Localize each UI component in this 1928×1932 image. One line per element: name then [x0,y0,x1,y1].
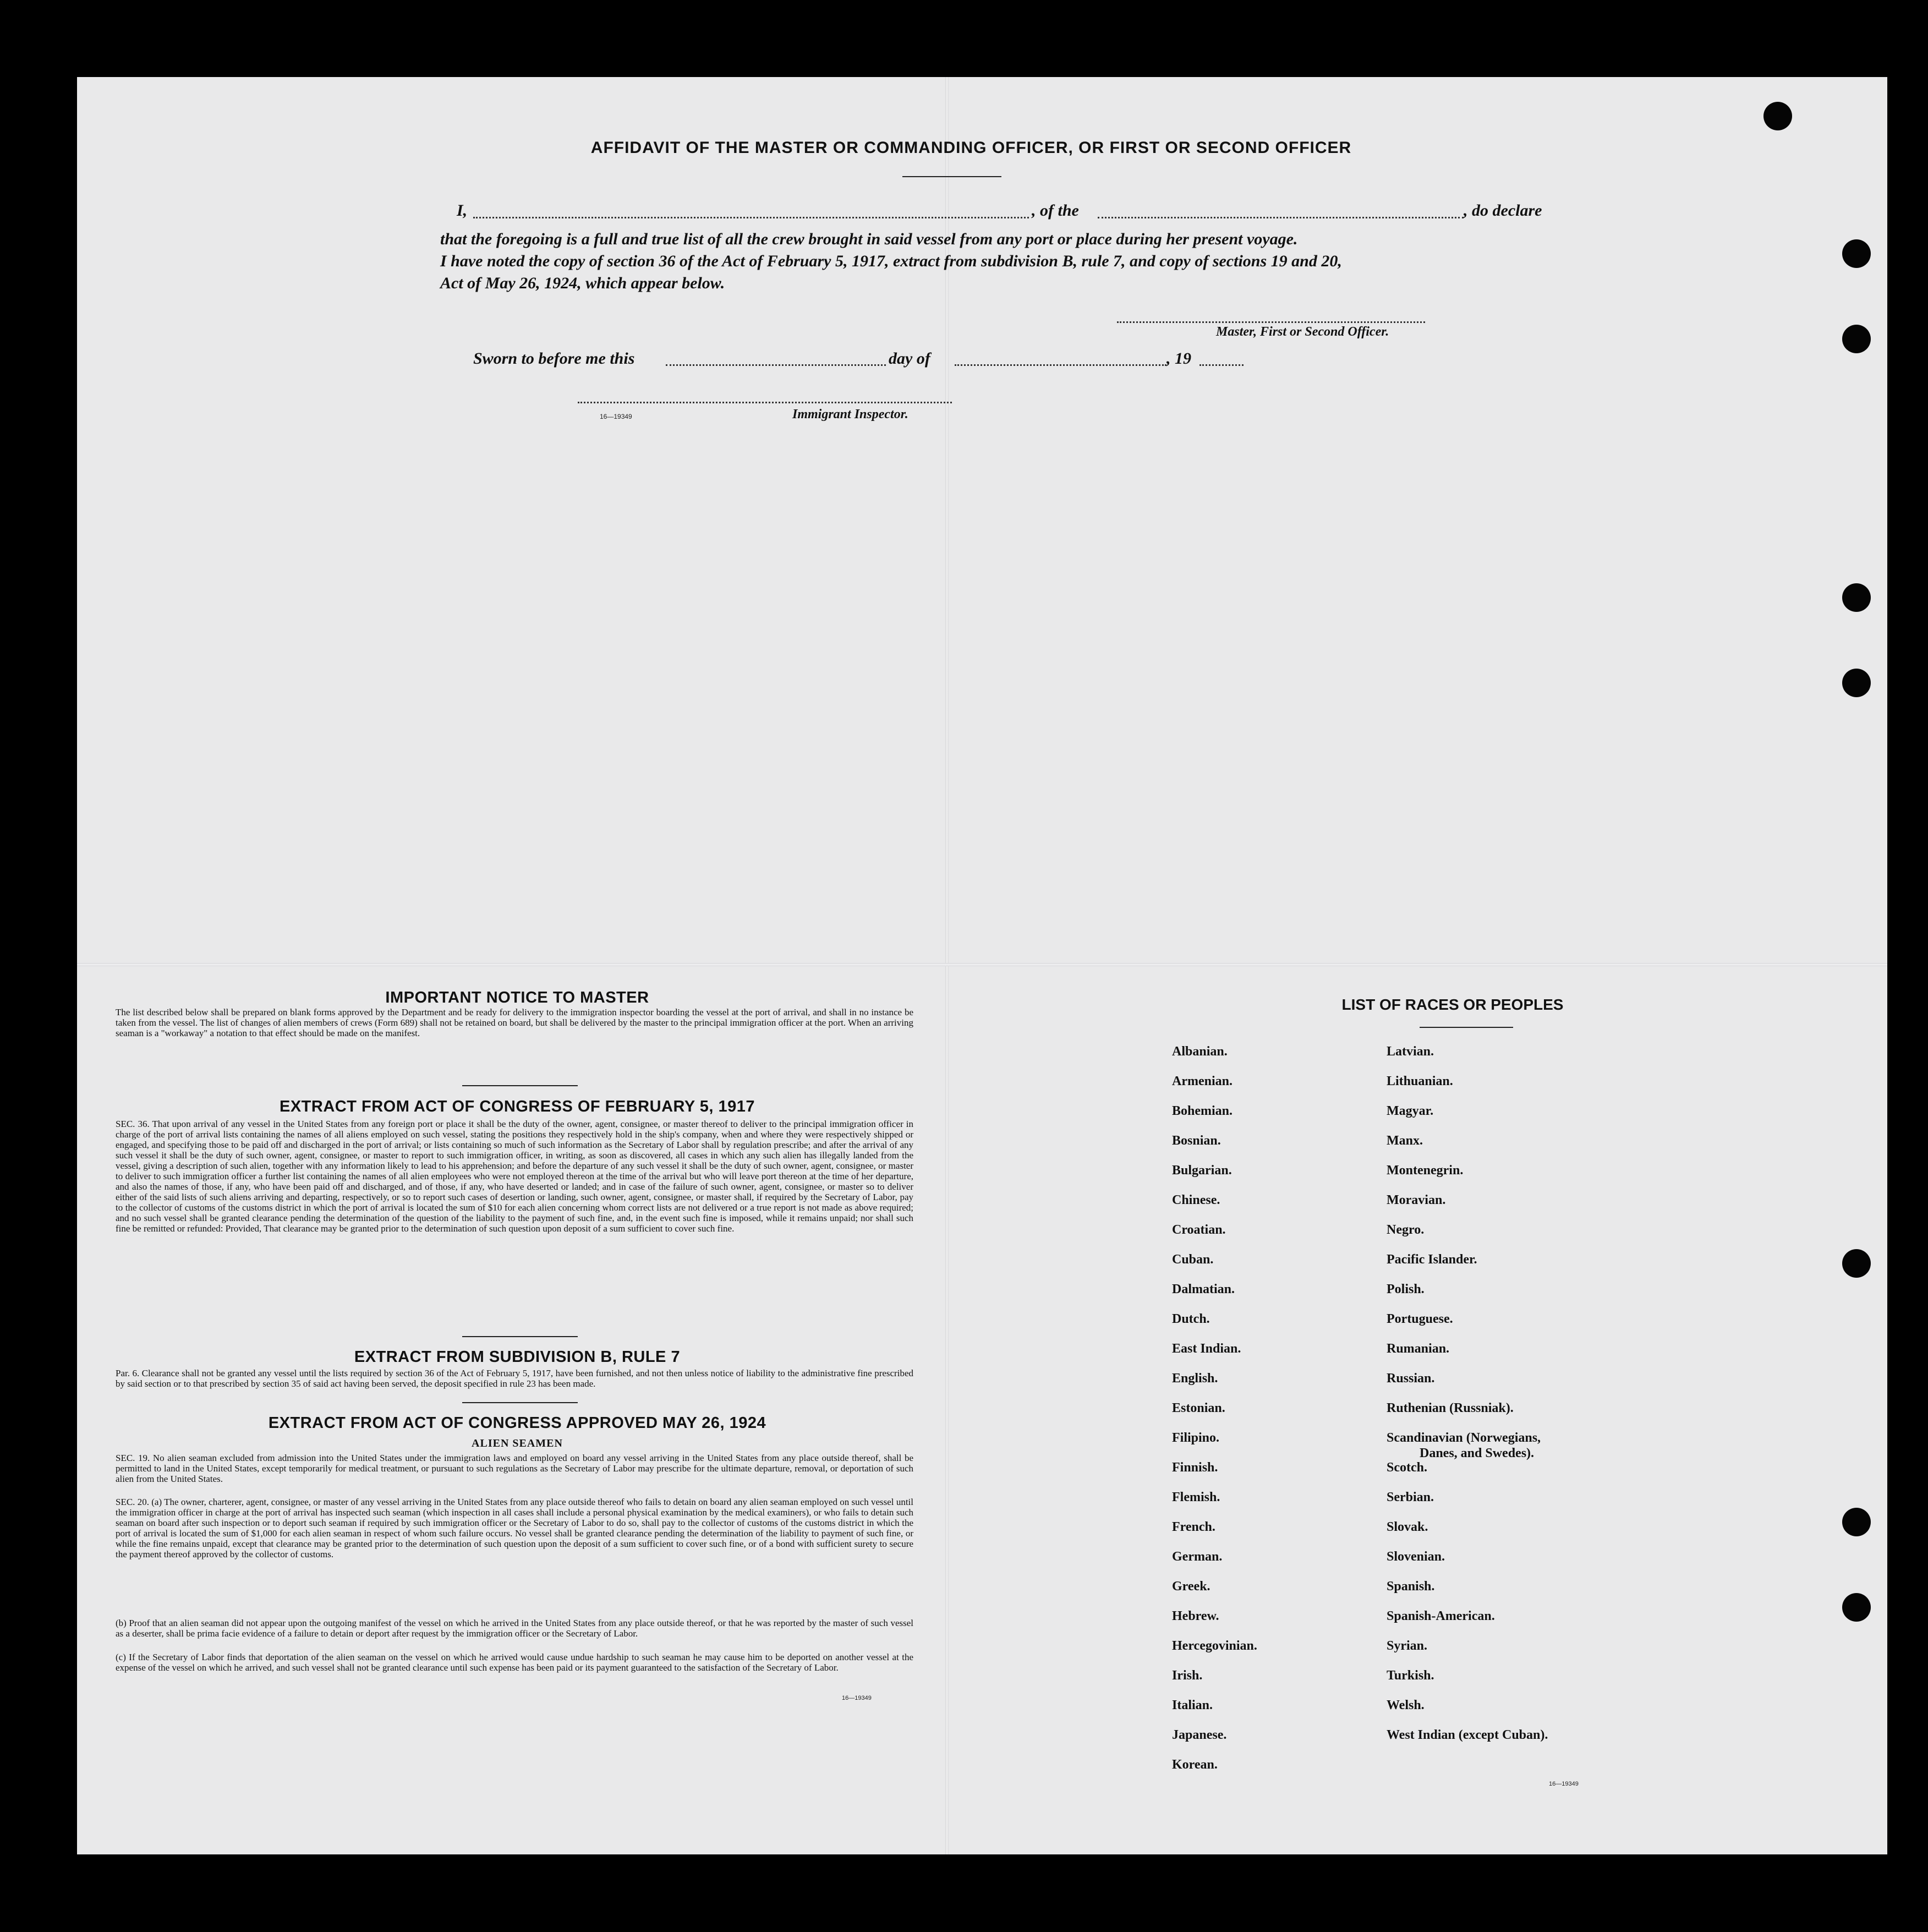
race-item: Dalmatian. [1172,1282,1235,1296]
race-item: Bulgarian. [1172,1163,1232,1178]
races-form-number: 16—19349 [1549,1781,1579,1787]
sworn-year-blank [1199,364,1244,366]
section-rule [462,1402,578,1403]
name-blank [473,217,1029,218]
race-item: Italian. [1172,1698,1213,1712]
race-item: Slovenian. [1387,1550,1445,1564]
extract-1917-title: EXTRACT FROM ACT OF CONGRESS OF FEBRUARY 5, 1917 [279,1098,755,1115]
sec-19-body: SEC. 19. No alien seaman excluded from admission into the United States under the immigration laws and employed on board any vessel arriving in the United States from any place outside thereof, shall be permitted to land in the United States, except temporarily for medical treatment, or pursuant to such regulations as the Secretary of Labor may prescribe for the ultimate departure, removal, or deportation of such alien from the United States. [116,1453,913,1484]
punch-hole [1842,583,1871,612]
punch-hole [1842,669,1871,697]
affidavit-line-4: Act of May 26, 1924, which appear below. [440,274,725,292]
title-rule [902,176,1001,177]
sec-20a-body: SEC. 20. (a) The owner, charterer, agent, consignee, or master of any vessel arriving in the United States from any place outside thereof who fails to detain on board any alien seaman employed on such vessel until the immigration officer in charge at the port of arrival has inspected such seaman (which inspection in all cases shall include a personal physical examination by the medical examiners), or who fails to detain such seaman on board after such inspection or to deport such seaman if required by such immigration officer or the Secretary of Labor to do so, shall pay to the collector of customs of the customs district in which the port of arrival is located the sum of $1,000 for each alien seaman in respect of whom such failure occurs. No vessel shall be granted clearance pending the determination of the liability to payment of such fine, or while the fine remains unpaid, except that clearance may be granted prior to the determination of such question upon the deposit of a sum sufficient to cover such fine, or of a bond with sufficient surety to secure the payment thereof approved by the collector of customs. [116,1497,913,1559]
sworn-month-blank [955,364,1166,366]
section-rule [462,1085,578,1086]
race-item: Welsh. [1387,1698,1425,1712]
affidavit-line-2: that the foregoing is a full and true list of all the crew brought in said vessel from any port or place during her present voyage. [440,230,1298,248]
race-item: Bosnian. [1172,1134,1221,1148]
vessel-blank [1098,217,1464,218]
race-item: West Indian (except Cuban). [1387,1728,1548,1742]
race-item: Portuguese. [1387,1312,1453,1326]
extract-1924-title: EXTRACT FROM ACT OF CONGRESS APPROVED MAY 26, 1924 [268,1414,766,1432]
signer-label: Master, First or Second Officer. [1216,325,1389,339]
race-item: French. [1172,1520,1215,1534]
race-item: Albanian. [1172,1044,1228,1059]
race-item: Moravian. [1387,1193,1446,1207]
race-item: Armenian. [1172,1074,1233,1088]
race-item: Magyar. [1387,1104,1434,1118]
section-rule [462,1336,578,1337]
race-item: Finnish. [1172,1460,1218,1475]
race-item: Greek. [1172,1579,1211,1594]
race-item: Montenegrin. [1387,1163,1464,1178]
notice-body: The list described below shall be prepared on blank forms approved by the Department and be ready for delivery to the immigration inspector boarding the vessel at the port of arrival, and shall in no instance be taken from the vessel. The list of changes of alien members of crews (Form 689) shall not be retained on board, but shall be delivered by the master to the principal immigration officer at the port. When an arriving seaman is a "workaway" a notation to that effect should be made on the manifest. [116,1007,913,1038]
race-item: East Indian. [1172,1342,1241,1356]
extract-rule7-title: EXTRACT FROM SUBDIVISION B, RULE 7 [354,1348,681,1366]
race-item: Rumanian. [1387,1342,1450,1356]
race-item: Danes, and Swedes). [1420,1446,1535,1460]
race-item: Negro. [1387,1223,1425,1237]
signature-blank [1117,321,1425,323]
race-item: Hercegovinian. [1172,1639,1257,1653]
affidavit-line-3: I have noted the copy of section 36 of the Act of February 5, 1917, extract from subdivision B, rule 7, and copy of sections 19 and 20, [440,252,1342,270]
race-item: Japanese. [1172,1728,1227,1742]
affidavit-of-the: , of the [1032,201,1079,220]
race-item: Lithuanian. [1387,1074,1453,1088]
race-item: Croatian. [1172,1223,1226,1237]
sworn-prefix: Sworn to before me this [473,349,635,368]
extract-rule7-body: Par. 6. Clearance shall not be granted any vessel until the lists required by section 36 of the Act of February 5, 1917, have been furnished, and not then unless notice of liability to the administrative fine prescribed by said section or to that prescribed by section 35 of said act having been served, the deposit specified in rule 23 has been made. [116,1368,913,1389]
race-item: Chinese. [1172,1193,1220,1207]
affidavit-form-number: 16—19349 [600,413,632,420]
punch-hole [1842,325,1871,353]
races-title-rule [1420,1027,1513,1028]
sec-20c-body: (c) If the Secretary of Labor finds that deportation of the alien seaman on the vessel on which he arrived would cause undue hardship to such seaman he may cause him to be deported on another vessel at the expense of the vessel on which he arrived, and such vessel shall not be granted clearance until such expense has been paid or its payment guaranteed to the satisfaction of the Secretary of Labor. [116,1652,913,1673]
affidavit-i: I, [457,201,468,220]
inspector-signature-blank [578,402,952,403]
extract-form-number: 16—19349 [842,1695,872,1701]
race-item: Syrian. [1387,1639,1428,1653]
race-item: Slovak. [1387,1520,1428,1534]
race-item: Hebrew. [1172,1609,1219,1623]
race-item: Dutch. [1172,1312,1210,1326]
race-item: Irish. [1172,1668,1203,1683]
race-item: Serbian. [1387,1490,1434,1504]
race-item: Korean. [1172,1758,1218,1772]
race-item: Estonian. [1172,1401,1225,1415]
punch-hole [1842,239,1871,268]
race-item: Ruthenian (Russniak). [1387,1401,1514,1415]
notice-title: IMPORTANT NOTICE TO MASTER [385,989,649,1006]
punch-hole [1842,1249,1871,1278]
race-item: Flemish. [1172,1490,1220,1504]
sworn-year: , 19 [1166,349,1191,368]
race-item: Scotch. [1387,1460,1427,1475]
sworn-day-of: day of [889,349,930,368]
horizontal-fold-line [77,963,1887,966]
race-item: Bohemian. [1172,1104,1233,1118]
alien-seamen-subtitle: ALIEN SEAMEN [472,1437,563,1449]
races-title: LIST OF RACES OR PEOPLES [1341,996,1564,1013]
inspector-label: Immigrant Inspector. [792,407,908,422]
race-item: Pacific Islander. [1387,1252,1477,1267]
race-item: Manx. [1387,1134,1423,1148]
sworn-day-blank [666,364,886,366]
race-item: German. [1172,1550,1223,1564]
race-item: Filipino. [1172,1431,1220,1445]
race-item: Russian. [1387,1371,1435,1386]
extract-1917-body: SEC. 36. That upon arrival of any vessel in the United States from any foreign port or place it shall be the duty of the owner, agent, consignee, or master thereof to deliver to the principal immigration officer in charge of the port of arrival lists containing the names of all aliens employed on such vessel, stating the positions they respectively hold in the ship's company, when and where they were respectively shipped or engaged, and specifying those to be paid off and discharged in the port of arrival; or lists containing so much of such information as the Secretary of Labor shall by regulation prescribe; and after the arrival of any such vessel it shall be the duty of such owner, agent, consignee, or master to report to such immigration officer, in writing, as soon as discovered, all cases in which any such alien has illegally landed from the vessel, giving a description of such alien, together with any information likely to lead to his apprehension; and before the departure of any such vessel it shall be the duty of such owner, agent, consignee, or master to deliver to such immigration officer a further list containing the names of all alien employees who were not employed thereon at the time of the arrival but who will leave port thereon at the time of her departure, and also the names of those, if any, who have been paid off and discharged, and of those, if any, who have deserted or landed; and in case of the failure of such owner, agent, consignee, or master so to deliver either of the said lists of such aliens arriving and departing, respectively, or so to report such cases of desertion or landing, such owner, agent, consignee, or master shall, if required by the Secretary of Labor, pay to the collector of customs of the customs district in which the port of arrival is located the sum of $10 for each alien concerning whom correct lists are not delivered or a true report is not made as above required; and no such vessel shall be granted clearance pending the determination of the question of the liability to the payment of such fine, and, in the event such fine is imposed, while it remains unpaid; nor shall such fine be remitted or refunded: Provided, That clearance may be granted prior to the determination of such question upon deposit of a sum sufficient to cover such fine. [116,1119,913,1234]
sec-20b-body: (b) Proof that an alien seaman did not appear upon the outgoing manifest of the vessel on which he arrived in the United States from any place outside thereof, or that he was reported by the master of such vessel as a deserter, shall be prima facie evidence of a failure to detain or deport after request by the immigration officer or the Secretary of Labor. [116,1618,913,1639]
race-item: Polish. [1387,1282,1425,1296]
affidavit-declare: , do declare [1464,201,1542,220]
race-item: Latvian. [1387,1044,1434,1059]
race-item: Spanish-American. [1387,1609,1495,1623]
punch-hole [1763,102,1792,130]
race-item: Turkish. [1387,1668,1434,1683]
affidavit-title: AFFIDAVIT OF THE MASTER OR COMMANDING OFFICER, OR FIRST OR SECOND OFFICER [590,139,1352,157]
race-item: Cuban. [1172,1252,1214,1267]
punch-hole [1842,1508,1871,1536]
race-item: English. [1172,1371,1218,1386]
punch-hole [1842,1593,1871,1622]
manifest-sheet [77,77,1887,1854]
race-item: Spanish. [1387,1579,1435,1594]
race-item: Scandinavian (Norwegians, [1387,1431,1541,1445]
